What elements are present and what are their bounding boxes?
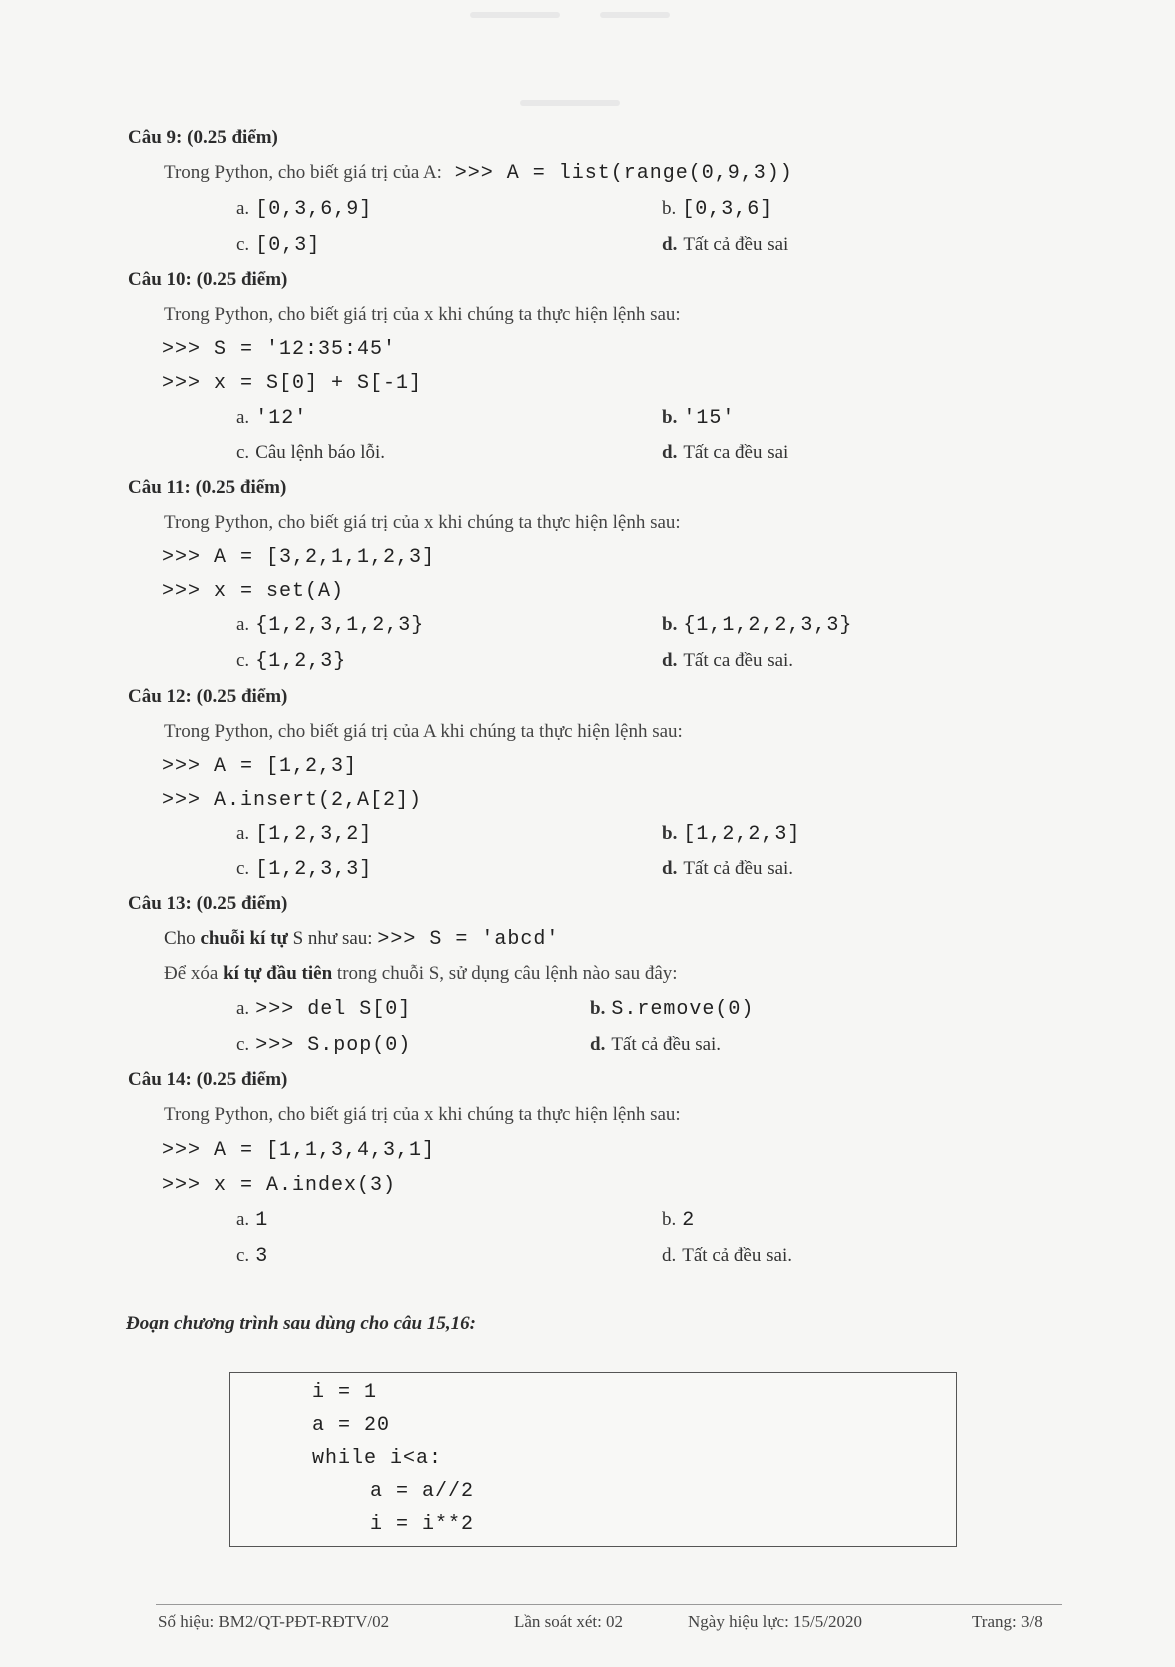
option-label: d.	[662, 858, 678, 879]
question-13-line-2-pre: Để xóa	[164, 963, 219, 984]
question-12-option-c[interactable]	[236, 858, 372, 881]
question-14-code-line-1: >>> A = [1,1,3,4,3,1]	[162, 1139, 436, 1162]
option-label: b.	[662, 1209, 677, 1230]
question-11-option-b[interactable]	[662, 614, 852, 637]
question-12-option-b[interactable]	[662, 823, 800, 846]
option-text: 2	[682, 1209, 696, 1232]
scan-artifact	[520, 100, 620, 106]
question-11-code-line-2: >>> x = set(A)	[162, 580, 345, 603]
option-label: a.	[236, 198, 250, 219]
footer-doc-number: Số hiệu: BM2/QT-PĐT-RĐTV/02	[158, 1612, 390, 1631]
option-label: c.	[236, 1245, 250, 1266]
option-text: [1,2,2,3]	[683, 823, 801, 846]
option-label: a.	[236, 1209, 250, 1230]
question-11-option-c[interactable]	[236, 650, 346, 673]
option-label: b.	[662, 198, 677, 219]
question-10-option-b[interactable]	[662, 407, 735, 430]
option-label: a.	[236, 614, 250, 635]
option-label: d.	[590, 1034, 606, 1055]
question-14-option-a[interactable]	[236, 1209, 268, 1232]
option-label: a.	[236, 998, 250, 1019]
question-13-inline-code: >>> S = 'abcd'	[377, 928, 560, 951]
question-13-line-2-bold: kí tự đầu tiên	[223, 963, 333, 984]
option-text: Tất ca đều sai	[683, 442, 789, 463]
question-12-prompt: Trong Python, cho biết giá trị của A khi chúng ta thực hiện lệnh sau:	[164, 721, 683, 742]
question-9-option-a[interactable]	[236, 198, 372, 221]
program-line-2: a = 20	[312, 1414, 391, 1437]
footer-page-number: Trang: 3/8	[972, 1612, 1043, 1631]
section-title: Đoạn chương trình sau dùng cho câu 15,16:	[126, 1313, 476, 1334]
question-12-option-a[interactable]	[236, 823, 372, 846]
question-14-header: Câu 14: (0.25 điểm)	[128, 1069, 288, 1090]
question-10-code-line-1: >>> S = '12:35:45'	[162, 338, 397, 361]
question-10-header: Câu 10: (0.25 điểm)	[128, 269, 288, 290]
program-line-4: a = a//2	[370, 1480, 475, 1503]
option-label: a.	[236, 823, 250, 844]
option-label: d.	[662, 442, 678, 463]
question-14-option-b[interactable]	[662, 1209, 695, 1232]
option-label: d.	[662, 1245, 677, 1266]
question-9-prompt	[164, 162, 793, 185]
option-label: d.	[662, 650, 678, 671]
program-line-1: i = 1	[312, 1381, 378, 1404]
option-label: c.	[236, 442, 250, 463]
option-text: Tất cả đều sai.	[682, 1245, 792, 1266]
question-9-option-c[interactable]	[236, 234, 320, 257]
footer-effective-date: Ngày hiệu lực: 15/5/2020	[688, 1612, 862, 1631]
option-text: Tất cả đều sai.	[611, 1034, 722, 1055]
option-label: b.	[662, 407, 678, 428]
question-10-option-c[interactable]	[236, 442, 385, 464]
question-11-header: Câu 11: (0.25 điểm)	[128, 477, 287, 498]
question-9-prompt-text: Trong Python, cho biết giá trị của A:	[164, 162, 442, 183]
option-text: {1,2,3,1,2,3}	[255, 614, 425, 637]
question-10-option-a[interactable]	[236, 407, 307, 430]
question-11-option-a[interactable]	[236, 614, 424, 637]
program-line-5: i = i**2	[370, 1513, 475, 1536]
question-14-code-line-2: >>> x = A.index(3)	[162, 1174, 397, 1197]
option-text: 3	[255, 1245, 269, 1268]
option-label: c.	[236, 1034, 250, 1055]
question-12-code-line-1: >>> A = [1,2,3]	[162, 755, 358, 778]
program-code-box	[229, 1372, 957, 1547]
question-10-code-line-2: >>> x = S[0] + S[-1]	[162, 372, 423, 395]
option-text: Tất cả đều sai.	[683, 858, 794, 879]
option-label: c.	[236, 858, 250, 879]
question-11-prompt: Trong Python, cho biết giá trị của x khi chúng ta thực hiện lệnh sau:	[164, 512, 681, 533]
question-13-line-2	[164, 963, 678, 985]
footer-revision: Lần soát xét: 02	[514, 1612, 624, 1631]
question-13-option-b[interactable]	[590, 998, 754, 1021]
question-10-prompt: Trong Python, cho biết giá trị của x khi chúng ta thực hiện lệnh sau:	[164, 304, 681, 325]
question-14-prompt: Trong Python, cho biết giá trị của x khi chúng ta thực hiện lệnh sau:	[164, 1104, 681, 1125]
option-text: Tất cả đều sai	[683, 234, 789, 255]
question-11-code-line-1: >>> A = [3,2,1,1,2,3]	[162, 546, 436, 569]
question-11-option-d[interactable]	[662, 650, 793, 672]
option-text: S.remove(0)	[611, 998, 755, 1021]
question-13-line-1-bold: chuỗi kí tự	[200, 928, 288, 949]
question-12-header: Câu 12: (0.25 điểm)	[128, 686, 288, 707]
scan-artifact	[600, 12, 670, 18]
option-label: c.	[236, 650, 250, 671]
question-13-line-2-post: trong chuỗi S, sử dụng câu lệnh nào sau đây:	[336, 963, 678, 984]
option-text: >>> S.pop(0)	[255, 1034, 412, 1057]
question-12-option-d[interactable]	[662, 858, 793, 880]
option-text: {1,2,3}	[255, 650, 347, 673]
option-text: [1,2,3,2]	[255, 823, 373, 846]
option-text: {1,1,2,2,3,3}	[683, 614, 853, 637]
question-14-option-c[interactable]	[236, 1245, 268, 1268]
scan-artifact	[470, 12, 560, 18]
option-text: [0,3,6,9]	[255, 198, 373, 221]
question-9-option-d[interactable]	[662, 234, 788, 256]
option-text: [0,3,6]	[682, 198, 774, 221]
option-text: '15'	[683, 407, 736, 430]
option-text: Câu lệnh báo lỗi.	[255, 442, 385, 463]
footer-divider	[156, 1604, 1062, 1605]
option-label: b.	[590, 998, 606, 1019]
question-10-option-d[interactable]	[662, 442, 788, 464]
question-13-header: Câu 13: (0.25 điểm)	[128, 893, 288, 914]
option-label: b.	[662, 823, 678, 844]
option-text: 1	[255, 1209, 269, 1232]
option-label: d.	[662, 234, 678, 255]
question-9-header: Câu 9: (0.25 điểm)	[128, 127, 278, 148]
option-text: [0,3]	[255, 234, 321, 257]
question-13-option-c[interactable]	[236, 1034, 411, 1057]
question-12-code-line-2: >>> A.insert(2,A[2])	[162, 789, 423, 812]
question-13-line-1-post: S như sau:	[292, 928, 373, 949]
option-text: >>> del S[0]	[255, 998, 412, 1021]
question-13-option-d[interactable]	[590, 1034, 721, 1056]
option-label: a.	[236, 407, 250, 428]
question-14-option-d[interactable]	[662, 1245, 792, 1267]
question-13-line-1-pre: Cho	[164, 928, 196, 949]
question-13-line-1	[164, 928, 559, 951]
option-text: [1,2,3,3]	[255, 858, 373, 881]
option-label: b.	[662, 614, 678, 635]
question-13-option-a[interactable]	[236, 998, 411, 1021]
option-label: c.	[236, 234, 250, 255]
question-9-option-b[interactable]	[662, 198, 773, 221]
option-text: Tất ca đều sai.	[683, 650, 794, 671]
option-text: '12'	[255, 407, 308, 430]
program-line-3: while i<a:	[312, 1447, 443, 1470]
question-9-inline-code: >>> A = list(range(0,9,3))	[454, 162, 793, 185]
